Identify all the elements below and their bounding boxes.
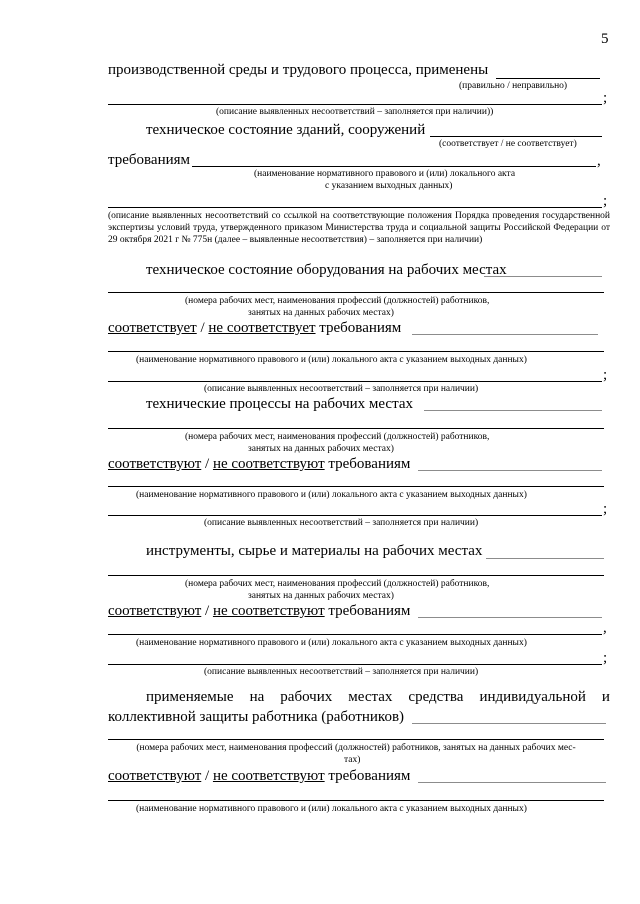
s3-workplaces-field[interactable] <box>108 292 604 293</box>
s3-description-field[interactable] <box>108 381 602 382</box>
s1-semicolon: ; <box>603 90 608 106</box>
s2-act-field[interactable] <box>192 166 596 167</box>
s6-word: на <box>249 689 265 705</box>
s4-hint-workplaces-2: занятых на данных рабочих местах) <box>248 444 394 454</box>
s5-hint-act: (наименование нормативного правового и (или) локального акта с указанием выходных данных) <box>136 638 527 648</box>
s3-semicolon: ; <box>603 367 608 383</box>
s4-workplaces-field[interactable] <box>108 428 604 429</box>
s4-compliance-line <box>108 456 410 473</box>
s6-requirements-label: требованиям <box>328 768 411 784</box>
s4-requirements-field[interactable] <box>418 470 602 471</box>
s3-hint-description: (описание выявленных несоответствий – заполняется при наличии) <box>204 384 479 394</box>
s2-title: техническое состояние зданий, сооружений <box>146 122 426 138</box>
s2-semicolon: ; <box>603 193 608 209</box>
s4-hint-description: (описание выявленных несоответствий – заполняется при наличии) <box>204 518 479 528</box>
s6-not-complies-option[interactable]: не соответствуют <box>212 768 325 784</box>
s6-act-field[interactable] <box>108 800 604 801</box>
s3-complies-option[interactable]: соответствует <box>108 320 197 336</box>
s5-workplaces-field[interactable] <box>108 575 604 576</box>
s4-complies-option[interactable]: соответствуют <box>108 456 202 472</box>
s2-comma: , <box>597 153 601 169</box>
s5-act-field[interactable] <box>108 634 602 635</box>
s3-not-complies-option[interactable]: не соответствует <box>208 320 316 336</box>
s5-title-field[interactable] <box>486 558 604 559</box>
s6-hint-act: (наименование нормативного правового и (или) локального акта с указанием выходных данных) <box>136 804 527 814</box>
s6-line2: коллективной защиты работника (работников) <box>108 709 405 725</box>
s2-status-field[interactable] <box>430 136 602 137</box>
s3-hint-workplaces-1: (номера рабочих мест, наименования профессий (должностей) работников, <box>185 296 490 306</box>
s2-hint-status: (соответствует / не соответствует) <box>439 139 577 149</box>
s2-description-field[interactable] <box>108 207 602 208</box>
s6-word: индивидуальной <box>479 689 586 705</box>
s5-complies-option[interactable]: соответствуют <box>108 603 202 619</box>
s5-hint-workplaces-2: занятых на данных рабочих местах) <box>248 591 394 601</box>
s5-not-complies-option[interactable]: не соответствуют <box>212 603 325 619</box>
s6-line1 <box>146 689 610 706</box>
s5-requirements-field[interactable] <box>418 617 602 618</box>
s5-title: инструменты, сырье и материалы на рабочих местах <box>146 543 483 559</box>
s4-title: технические процессы на рабочих местах <box>146 396 413 412</box>
s2-hint-act-2: с указанием выходных данных) <box>325 181 453 191</box>
s4-description-field[interactable] <box>108 515 602 516</box>
s4-title-field[interactable] <box>424 410 602 411</box>
s1-hint-description: (описание выявленных несоответствий – заполняется при наличии)) <box>216 107 494 117</box>
s1-hint-correct: (правильно / неправильно) <box>459 81 568 91</box>
s6-hint-workplaces-2: тах) <box>344 755 361 765</box>
s5-compliance-line <box>108 603 410 620</box>
s4-hint-act: (наименование нормативного правового и (или) локального акта с указанием выходных данных) <box>136 490 527 500</box>
s3-title-field[interactable] <box>484 276 602 277</box>
s5-slash: / <box>205 603 210 619</box>
s5-requirements-label: требованиям <box>328 603 411 619</box>
s4-semicolon: ; <box>603 501 608 517</box>
s1-line1-text: производственной среды и трудового процесса, применены <box>108 62 489 78</box>
s4-requirements-label: требованиям <box>328 456 411 472</box>
s6-word: местах <box>348 689 393 705</box>
s2-requirements-label: требованиям <box>108 152 191 168</box>
s5-hint-description: (описание выявленных несоответствий – заполняется при наличии) <box>204 667 479 677</box>
s6-workplaces-field[interactable] <box>108 739 604 740</box>
s3-hint-act: (наименование нормативного правового и (или) локального акта с указанием выходных данных) <box>136 355 527 365</box>
s6-requirements-field[interactable] <box>418 782 606 783</box>
s5-comma: , <box>603 620 607 636</box>
s4-not-complies-option[interactable]: не соответствуют <box>212 456 325 472</box>
s6-title-field[interactable] <box>412 723 606 724</box>
s1-blank-field[interactable] <box>496 78 600 79</box>
s4-slash: / <box>205 456 210 472</box>
s5-semicolon: ; <box>603 650 608 666</box>
s3-compliance-line <box>108 320 401 337</box>
s5-hint-workplaces-1: (номера рабочих мест, наименования профессий (должностей) работников, <box>185 579 490 589</box>
s6-complies-option[interactable]: соответствуют <box>108 768 202 784</box>
s3-title: техническое состояние оборудования на рабочих местах <box>146 262 507 278</box>
s5-description-field[interactable] <box>108 664 602 665</box>
s2-hint-act-1: (наименование нормативного правового и (или) локального акта <box>254 169 516 179</box>
s3-requirements-field[interactable] <box>412 334 598 335</box>
s3-hint-workplaces-2: занятых на данных рабочих местах) <box>248 308 394 318</box>
s2-note: (описание выявленных несоответствий со ссылкой на соответствующие положения Порядка проведения государственной экспертизы условий труда, утвержденного приказом Министерства труда и социальной защиты Российской Федерации от 29 октября 2021 г № 775н (далее – выявленные несоответствия) – заполняется при наличии) <box>108 211 610 246</box>
s6-hint-workplaces-1: (номера рабочих мест, наименования профессий (должностей) работников, занятых на данных рабочих мес- <box>136 743 576 753</box>
s3-act-field[interactable] <box>108 351 604 352</box>
s1-description-field[interactable] <box>108 104 602 105</box>
s6-word: применяемые <box>146 689 234 705</box>
s6-compliance-line <box>108 768 410 785</box>
page-number: 5 <box>601 31 609 47</box>
s6-slash: / <box>205 768 210 784</box>
s3-slash: / <box>200 320 205 336</box>
s4-act-field[interactable] <box>108 486 604 487</box>
s6-word: средства <box>408 689 464 705</box>
s6-word: рабочих <box>280 689 333 705</box>
s4-hint-workplaces-1: (номера рабочих мест, наименования профессий (должностей) работников, <box>185 432 490 442</box>
s3-requirements-label: требованиям <box>319 320 402 336</box>
s6-word: и <box>601 689 610 705</box>
